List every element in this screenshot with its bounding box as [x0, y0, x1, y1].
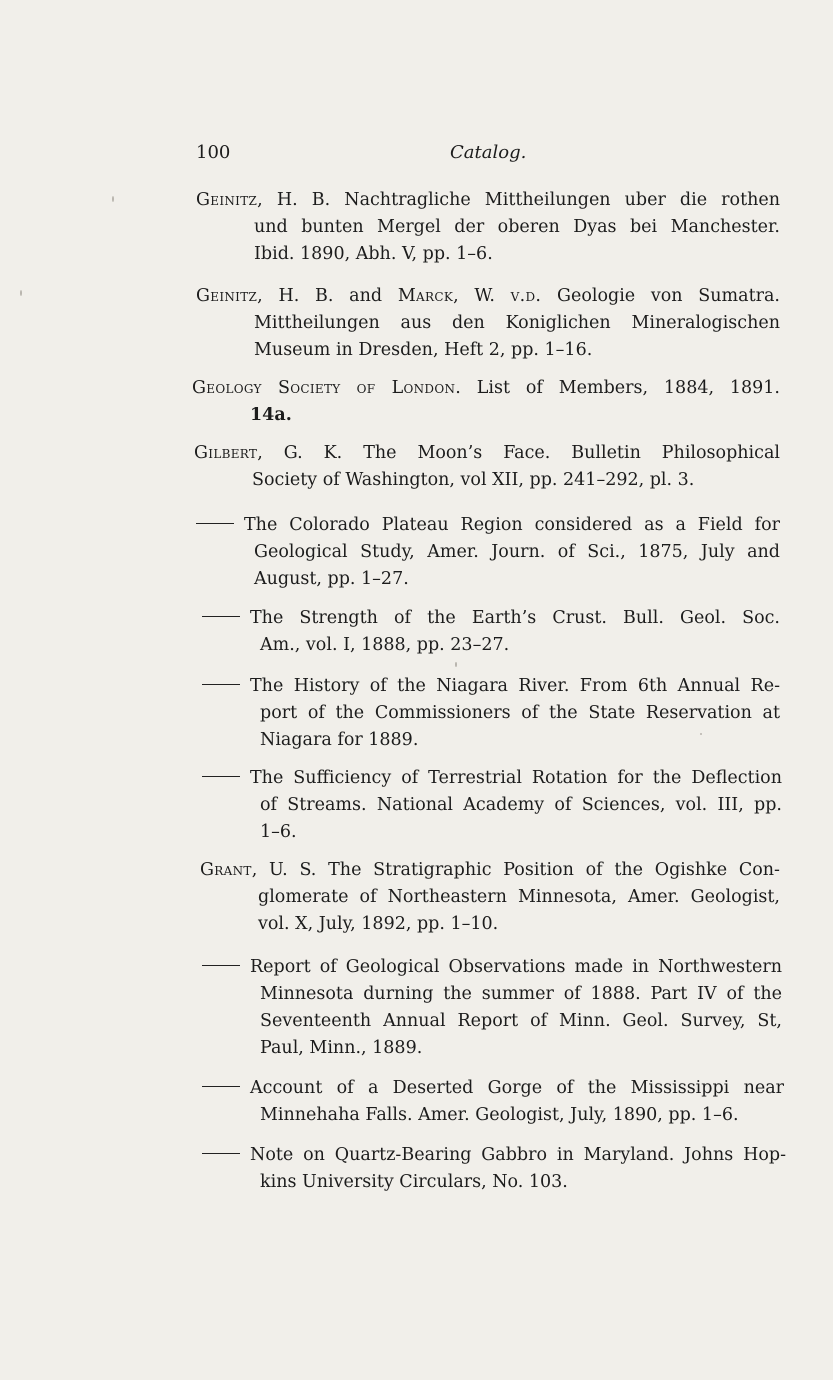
author-punctuation: . — [455, 378, 461, 398]
entry-text: List of Members, 1884, 1891. — [476, 378, 780, 398]
entry-line: glomerate of Northeastern Minnesota, Amer. Geologist, — [258, 887, 780, 907]
author-name: Geology Society of London — [192, 378, 456, 398]
entry-line: Am., vol. I, 1888, pp. 23–27. — [260, 635, 510, 655]
entry-text: Note on Quartz-Bearing Gabbro in Maryland. Johns Hop- — [250, 1145, 786, 1165]
page-number: 100 — [196, 142, 231, 163]
entry-line — [200, 857, 780, 884]
entry-line: Geological Study, Amer. Journ. of Sci., 1875, July and — [254, 542, 780, 562]
entry-line: 1–6. — [260, 822, 297, 842]
entry-line — [196, 512, 780, 539]
catalog-entry — [200, 857, 780, 938]
catalog-entry — [196, 283, 780, 364]
scan-speck — [455, 662, 457, 667]
entry-line — [202, 605, 780, 632]
coauthor-suffix: v.d. — [510, 286, 542, 306]
ditto-dash — [202, 684, 240, 685]
entry-line: Mittheilungen aus den Koniglichen Mineralogischen — [254, 313, 780, 333]
entry-line: Minnehaha Falls. Amer. Geologist, July, 1890, pp. 1–6. — [260, 1105, 739, 1125]
author-name: Geinitz — [196, 286, 258, 306]
entry-line: Minnesota durning the summer of 1888. Part IV of the — [260, 984, 782, 1004]
entry-line — [202, 1075, 784, 1102]
scan-speck — [700, 733, 702, 735]
author-initials: , H. B. — [257, 190, 331, 210]
coauthor-name: Marck — [397, 286, 454, 306]
entry-text: The Stratigraphic Position of the Ogishke Con- — [328, 860, 780, 880]
entry-line — [202, 673, 780, 700]
entry-line: und bunten Mergel der oberen Dyas bei Manchester. — [254, 217, 780, 237]
entry-line — [196, 187, 780, 214]
author-initials: , U. S. — [251, 860, 317, 880]
entry-line: Society of Washington, vol XII, pp. 241–292, pl. 3. — [252, 470, 695, 490]
ditto-dash — [202, 1086, 240, 1087]
catalog-entry — [194, 440, 780, 494]
entry-line: Ibid. 1890, Abh. V, pp. 1–6. — [254, 244, 493, 264]
entry-line: August, pp. 1–27. — [254, 569, 409, 589]
scan-speck — [112, 196, 114, 202]
ditto-dash — [196, 523, 234, 524]
author-name: Grant — [200, 860, 252, 880]
entry-text: The Colorado Plateau Region considered as a Field for — [244, 515, 780, 535]
author-name: Gilbert — [194, 443, 258, 463]
entry-line: kins University Circulars, No. 103. — [260, 1172, 568, 1192]
entry-line: vol. X, July, 1892, pp. 1–10. — [258, 914, 499, 934]
entry-text: Report of Geological Observations made in Northwestern — [250, 957, 782, 977]
entry-text: Geologie von Sumatra. — [556, 286, 780, 306]
catalog-entry — [202, 605, 780, 659]
entry-line: of Streams. National Academy of Sciences, vol. III, pp. — [260, 795, 782, 815]
catalog-entry — [202, 673, 780, 754]
author-initials: , H. B. and — [257, 286, 398, 306]
entry-line: Paul, Minn., 1889. — [260, 1038, 423, 1058]
running-title: Catalog. — [450, 142, 527, 163]
entry-text: The Sufficiency of Terrestrial Rotation for the Deflection — [250, 768, 782, 788]
author-initials: , G. K. — [257, 443, 343, 463]
entry-text: The History of the Niagara River. From 6th Annual Re- — [250, 676, 780, 696]
ditto-dash — [202, 965, 240, 966]
catalog-entry — [202, 765, 782, 846]
entry-line — [196, 283, 780, 310]
shelf-mark: 14a. — [250, 405, 292, 425]
entry-text: The Moon’s Face. Bulletin Philosophical — [363, 443, 780, 463]
catalog-entry — [196, 187, 780, 268]
catalog-entry — [202, 1142, 786, 1196]
catalog-entry — [202, 1075, 784, 1129]
ditto-dash — [202, 616, 240, 617]
entry-line — [202, 1142, 786, 1169]
entry-text: The Strength of the Earth’s Crust. Bull. Geol. Soc. — [250, 608, 780, 628]
entry-line: Museum in Dresden, Heft 2, pp. 1–16. — [254, 340, 593, 360]
scan-speck — [20, 290, 22, 296]
entry-line: Seventeenth Annual Report of Minn. Geol. Survey, St, — [260, 1011, 782, 1031]
catalog-entry — [196, 512, 780, 593]
author-name: Geinitz — [196, 190, 258, 210]
entry-line — [192, 402, 780, 429]
catalog-entry — [202, 954, 782, 1062]
entry-line: port of the Commissioners of the State Reservation at — [260, 703, 780, 723]
entry-text: Account of a Deserted Gorge of the Mississippi near — [250, 1078, 784, 1098]
catalog-entry — [192, 375, 780, 429]
page-header — [196, 142, 786, 170]
ditto-dash — [202, 776, 240, 777]
entry-line — [202, 954, 782, 981]
ditto-dash — [202, 1153, 240, 1154]
entry-text: Nachtragliche Mittheilungen uber die rothen — [344, 190, 781, 210]
entry-line: Niagara for 1889. — [260, 730, 419, 750]
entry-line — [194, 440, 780, 467]
entry-line — [202, 765, 782, 792]
coauthor-initials: , W. — [453, 286, 511, 306]
entry-line — [192, 375, 780, 402]
